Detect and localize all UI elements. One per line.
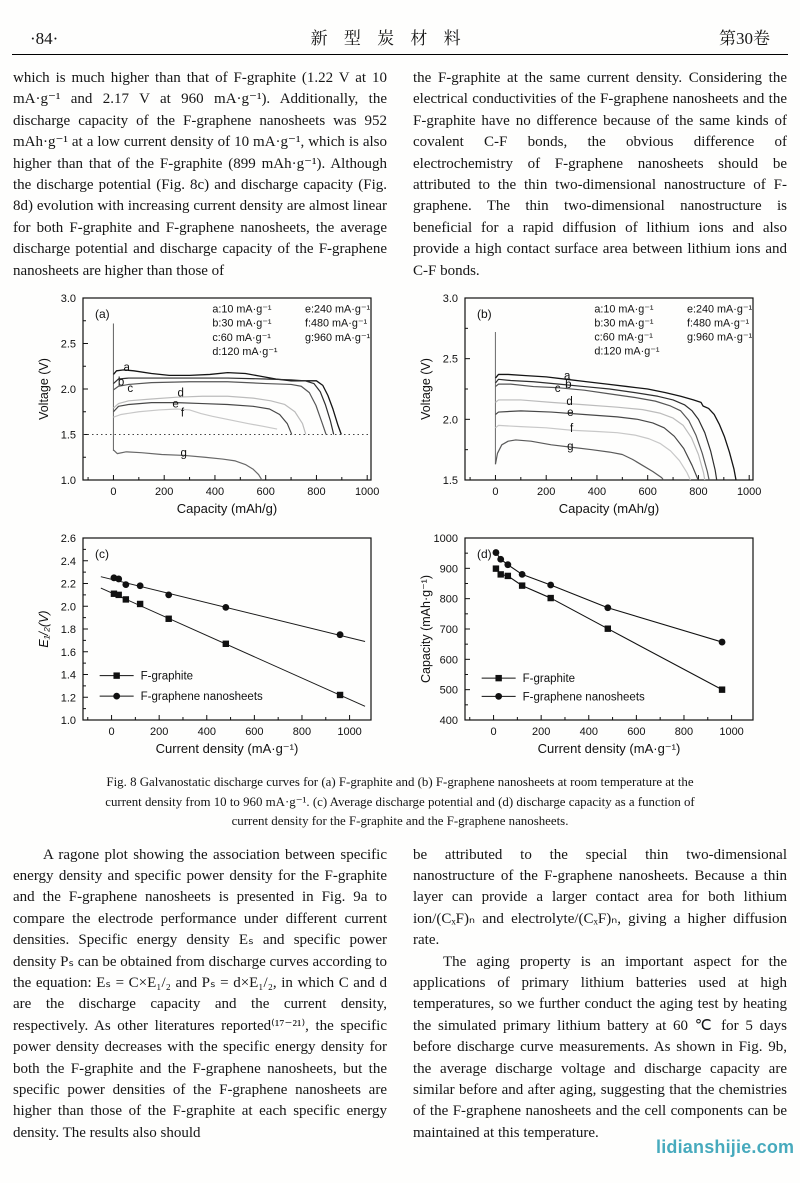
svg-text:200: 200	[155, 486, 174, 499]
volume-label: 第30卷	[718, 29, 770, 48]
chart-b-discharge-curves-f-graphene	[418, 288, 766, 520]
svg-text:E₁/₂(V): E₁/₂(V)	[37, 610, 51, 648]
svg-text:2.0: 2.0	[60, 384, 76, 397]
svg-text:1000: 1000	[337, 726, 362, 739]
svg-text:F-graphene nanosheets: F-graphene nanosheets	[140, 691, 263, 704]
svg-text:Voltage (V): Voltage (V)	[37, 358, 51, 420]
svg-text:(a): (a)	[95, 307, 110, 322]
svg-text:600: 600	[439, 654, 458, 667]
svg-text:2.0: 2.0	[60, 601, 76, 614]
svg-text:f:480 mA·g⁻¹: f:480 mA·g⁻¹	[305, 317, 368, 330]
svg-text:Voltage (V): Voltage (V)	[419, 358, 433, 420]
svg-text:1.8: 1.8	[60, 624, 76, 637]
svg-text:3.0: 3.0	[60, 293, 76, 306]
svg-text:b:30 mA·g⁻¹: b:30 mA·g⁻¹	[594, 317, 654, 330]
figure-caption	[47, 773, 753, 832]
page-header	[0, 0, 800, 54]
svg-text:b: b	[117, 376, 125, 389]
svg-text:0: 0	[492, 486, 499, 499]
top-text-columns	[0, 68, 800, 282]
svg-text:d: d	[177, 387, 184, 400]
svg-text:900: 900	[439, 563, 458, 576]
svg-text:0: 0	[490, 726, 497, 739]
svg-text:2.0: 2.0	[442, 414, 458, 427]
svg-text:c:60 mA·g⁻¹: c:60 mA·g⁻¹	[212, 331, 271, 344]
svg-text:2.6: 2.6	[60, 533, 76, 546]
paragraph-right-bottom-2: The aging property is an important aspect for the applications of primary lithium batteries used at high temperatures, so we further conduct the aging test by heating the simulated primary lithium battery at 60 ℃ for 5 days before discharge curve measurements. As shown in Fig. 9b, the average discharge voltage and discharge capacity are similar before and after aging, suggesting that the chemistries of the F-graphene nanosheets and the cell components can be maintained at this temperature.	[413, 953, 787, 1141]
figure-caption-line-3: current density for the F-graphite and the F-graphene nanosheets.	[231, 814, 569, 829]
svg-text:Capacity (mAh·g⁻¹): Capacity (mAh·g⁻¹)	[419, 575, 433, 684]
svg-text:200: 200	[537, 486, 556, 499]
svg-text:g: g	[567, 441, 574, 454]
figure-8-row-1	[0, 288, 800, 520]
figure-caption-line-2: current density from 10 to 960 mA·g⁻¹. (c) Average discharge potential and (d) discharge capacity as a function of	[105, 794, 695, 809]
svg-text:700: 700	[439, 624, 458, 637]
svg-text:800: 800	[689, 486, 708, 499]
svg-text:1.0: 1.0	[60, 475, 76, 488]
svg-text:b: b	[565, 379, 572, 392]
svg-text:a: a	[564, 370, 571, 383]
svg-text:f: f	[180, 407, 185, 420]
svg-text:Capacity (mAh/g): Capacity (mAh/g)	[558, 501, 660, 517]
svg-text:800: 800	[439, 593, 458, 606]
svg-text:400: 400	[197, 726, 216, 739]
figure-caption-line-1: Fig. 8 Galvanostatic discharge curves for (a) F-graphite and (b) F-graphene nanosheets at room temperature at the	[106, 775, 694, 790]
chart-d-discharge-capacity	[418, 528, 766, 760]
svg-text:400: 400	[587, 486, 607, 499]
watermark: lidianshijie.com	[656, 1137, 795, 1157]
svg-text:500: 500	[439, 684, 458, 697]
svg-text:(b): (b)	[477, 307, 492, 322]
svg-text:a:10 mA·g⁻¹: a:10 mA·g⁻¹	[212, 303, 272, 316]
svg-text:F-graphene nanosheets: F-graphene nanosheets	[522, 691, 645, 704]
svg-text:3.0: 3.0	[442, 293, 458, 306]
svg-text:400: 400	[439, 715, 458, 728]
svg-text:F-graphite: F-graphite	[522, 673, 576, 686]
svg-text:600: 600	[638, 486, 657, 499]
svg-text:d:120 mA·g⁻¹: d:120 mA·g⁻¹	[212, 345, 278, 358]
svg-text:1.6: 1.6	[60, 646, 76, 659]
svg-text:600: 600	[627, 726, 646, 739]
svg-text:d:120 mA·g⁻¹: d:120 mA·g⁻¹	[594, 345, 660, 358]
svg-text:400: 400	[579, 726, 598, 739]
chart-a-discharge-curves-f-graphite	[36, 288, 384, 520]
svg-text:Capacity (mAh/g): Capacity (mAh/g)	[176, 501, 278, 517]
figure-8-row-2	[0, 528, 800, 760]
svg-text:d: d	[566, 396, 573, 409]
svg-text:1000: 1000	[433, 533, 458, 546]
svg-text:0: 0	[108, 726, 115, 739]
paragraph-left-top: which is much higher than that of F-graphite (1.22 V at 10 mA·g⁻¹ and 2.17 V at 960 mA·g⁻¹). Additionally, the discharge capacity of the F-graphene nanosheets was 952 mAh·g⁻¹ at a low current density of 10 mA·g⁻¹, which is also higher than that of the F-graphite (899 mAh·g⁻¹). Although the discharge potential (Fig. 8c) and discharge capacity (Fig. 8d) evolution with increasing current density are almost linear for both F-graphite and F-graphene nanosheets, the average discharge potential and discharge capacity of the F-graphene nanosheets are higher than those of	[13, 70, 387, 279]
svg-text:g:960 mA·g⁻¹: g:960 mA·g⁻¹	[687, 331, 753, 344]
svg-text:g:960 mA·g⁻¹: g:960 mA·g⁻¹	[305, 331, 371, 344]
page-number: ·84·	[30, 29, 59, 48]
svg-text:F-graphite: F-graphite	[140, 670, 194, 683]
svg-text:e:240 mA·g⁻¹: e:240 mA·g⁻¹	[305, 303, 371, 316]
svg-text:b:30 mA·g⁻¹: b:30 mA·g⁻¹	[212, 317, 272, 330]
chart-c-average-discharge-potential	[36, 528, 384, 760]
svg-text:800: 800	[674, 726, 694, 739]
paragraph-right-bottom-1: be attributed to the special thin two-dimensional nanostructure of the F-graphene nanosheets. Because a thin layer can provide a larger contact area for both lithium ion/(CₓF)ₙ and electrolyte/(CₓF)ₙ, giving a higher diffusion rate.	[413, 846, 787, 949]
svg-text:(c): (c)	[95, 547, 109, 562]
svg-text:e:240 mA·g⁻¹: e:240 mA·g⁻¹	[687, 303, 753, 316]
svg-text:a: a	[123, 362, 130, 375]
svg-text:e: e	[172, 398, 179, 411]
svg-text:800: 800	[292, 726, 312, 739]
paragraph-right-top: the F-graphite at the same current density. Considering the electrical conductivities of the F-graphene nanosheets and the F-graphite have no difference because of the same kinds of covalent C-F bonds, the obvious difference of electrochemistry of F-graphene nanosheets should be attributed to the thin two-dimensional nanostructure of F-graphene. The thin two-dimensional nanostructure is beneficial for a rapid diffusion of lithium ions and also provide a high contact surface area between lithium ions and C-F bonds.	[413, 70, 787, 279]
svg-text:Current density (mA·g⁻¹): Current density (mA·g⁻¹)	[155, 741, 299, 757]
svg-text:800: 800	[307, 486, 326, 499]
svg-text:(d): (d)	[477, 547, 492, 562]
svg-text:1000: 1000	[719, 726, 744, 739]
svg-text:1000: 1000	[354, 486, 380, 499]
svg-text:2.2: 2.2	[60, 578, 76, 591]
svg-text:0: 0	[110, 486, 117, 499]
svg-text:1.5: 1.5	[60, 429, 76, 442]
svg-text:2.5: 2.5	[442, 353, 458, 366]
svg-text:1000: 1000	[736, 486, 762, 499]
svg-text:1.0: 1.0	[60, 715, 76, 728]
svg-text:1.4: 1.4	[60, 669, 76, 682]
svg-text:Current density (mA·g⁻¹): Current density (mA·g⁻¹)	[537, 741, 681, 757]
svg-text:c: c	[554, 382, 561, 395]
svg-text:a:10 mA·g⁻¹: a:10 mA·g⁻¹	[594, 303, 654, 316]
header-rule	[12, 54, 788, 55]
svg-text:1.5: 1.5	[442, 475, 458, 488]
svg-text:f: f	[569, 422, 574, 435]
svg-text:e: e	[567, 407, 574, 420]
svg-text:c: c	[127, 383, 134, 396]
svg-text:f:480 mA·g⁻¹: f:480 mA·g⁻¹	[687, 317, 750, 330]
svg-text:g: g	[180, 447, 187, 460]
svg-text:200: 200	[149, 726, 169, 739]
journal-title: 新 型 炭 材 料	[310, 29, 467, 48]
svg-text:600: 600	[256, 486, 275, 499]
svg-text:2.4: 2.4	[60, 555, 76, 568]
svg-text:200: 200	[531, 726, 551, 739]
svg-text:2.5: 2.5	[60, 338, 76, 351]
right-bottom-column	[413, 845, 787, 1145]
svg-text:400: 400	[205, 486, 225, 499]
svg-text:1.2: 1.2	[60, 692, 76, 705]
bottom-text-columns	[0, 845, 800, 1145]
paragraph-left-bottom: A ragone plot showing the association between specific energy density and specific power density for the F-graphite and the F-graphene nanosheets is presented in Fig. 9a to compare the electrode performance under different current densities. Specific energy density Eₛ and specific power density Pₛ can be obtained from discharge curves according to the equation: Eₛ = C×E₁/₂ and Pₛ = d×E₁/₂, in which C and d are the discharge capacity and the current density, respectively. As other literatures reported⁽¹⁷⁻²¹⁾, the specific power density decreases with the specific energy density for both the F-graphite and the F-graphene nanosheets, but the specific power densities of the F-graphene nanosheets are higher than those of the F-graphite at each specific energy density. The results also should	[13, 846, 387, 1141]
svg-text:600: 600	[245, 726, 264, 739]
svg-text:c:60 mA·g⁻¹: c:60 mA·g⁻¹	[594, 331, 653, 344]
